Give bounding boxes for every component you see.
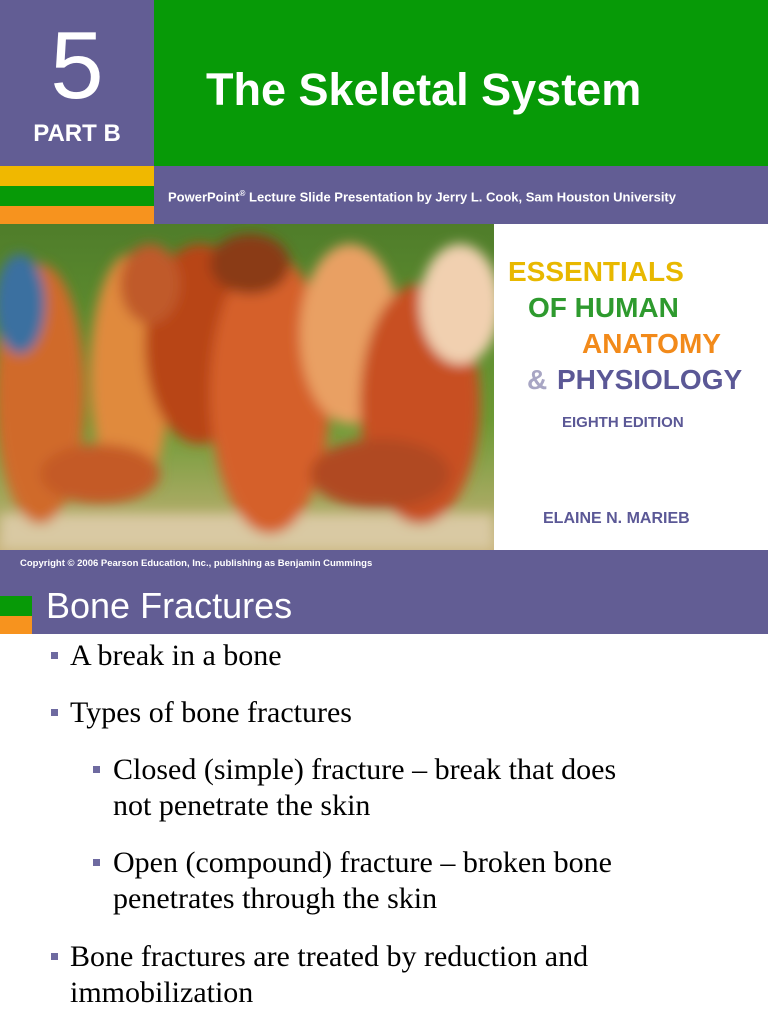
- book-title-line3: ANATOMY: [582, 328, 721, 359]
- slide-title: Bone Fractures: [46, 585, 293, 626]
- credit-text: PowerPoint® Lecture Slide Presentation by Jerry L. Cook, Sam Houston University: [168, 189, 676, 205]
- bullet-marker: [51, 652, 58, 659]
- bullet-marker: [93, 859, 100, 866]
- bullet-5-line1: Bone fractures are treated by reduction and: [70, 940, 589, 973]
- book-title-line1: ESSENTIALS: [508, 256, 684, 287]
- bullet-marker: [51, 953, 58, 960]
- chapter-part: PART B: [33, 120, 121, 147]
- book-author: ELAINE N. MARIEB: [543, 510, 690, 527]
- bullet-3-line2: not penetrate the skin: [113, 789, 371, 822]
- copyright-text: Copyright © 2006 Pearson Education, Inc., publishing as Benjamin Cummings: [20, 558, 373, 569]
- runners-photo: [0, 224, 494, 550]
- book-title-ampersand: &: [527, 364, 548, 395]
- stripe-yellow: [0, 166, 154, 186]
- stripe-orange-lower: [0, 616, 32, 634]
- bullet-1: A break in a bone: [70, 639, 282, 672]
- bullet-marker: [93, 766, 100, 773]
- bullet-4-line1: Open (compound) fracture – broken bone: [113, 846, 612, 879]
- stripe-green-lower: [0, 596, 32, 616]
- bullet-5-line2: immobilization: [70, 976, 254, 1009]
- bullet-2: Types of bone fractures: [70, 696, 352, 729]
- chapter-number: 5: [50, 12, 104, 119]
- bullet-3-line1: Closed (simple) fracture – break that does: [113, 753, 617, 786]
- bullet-4-line2: penetrates through the skin: [113, 882, 438, 915]
- stripe-green: [0, 186, 154, 206]
- bullet-marker: [51, 709, 58, 716]
- book-title-line2: OF HUMAN: [528, 292, 679, 323]
- book-title-line4: PHYSIOLOGY: [557, 364, 743, 395]
- book-edition: EIGHTH EDITION: [562, 414, 684, 431]
- stripe-orange: [0, 206, 154, 224]
- presentation-title: The Skeletal System: [206, 64, 642, 115]
